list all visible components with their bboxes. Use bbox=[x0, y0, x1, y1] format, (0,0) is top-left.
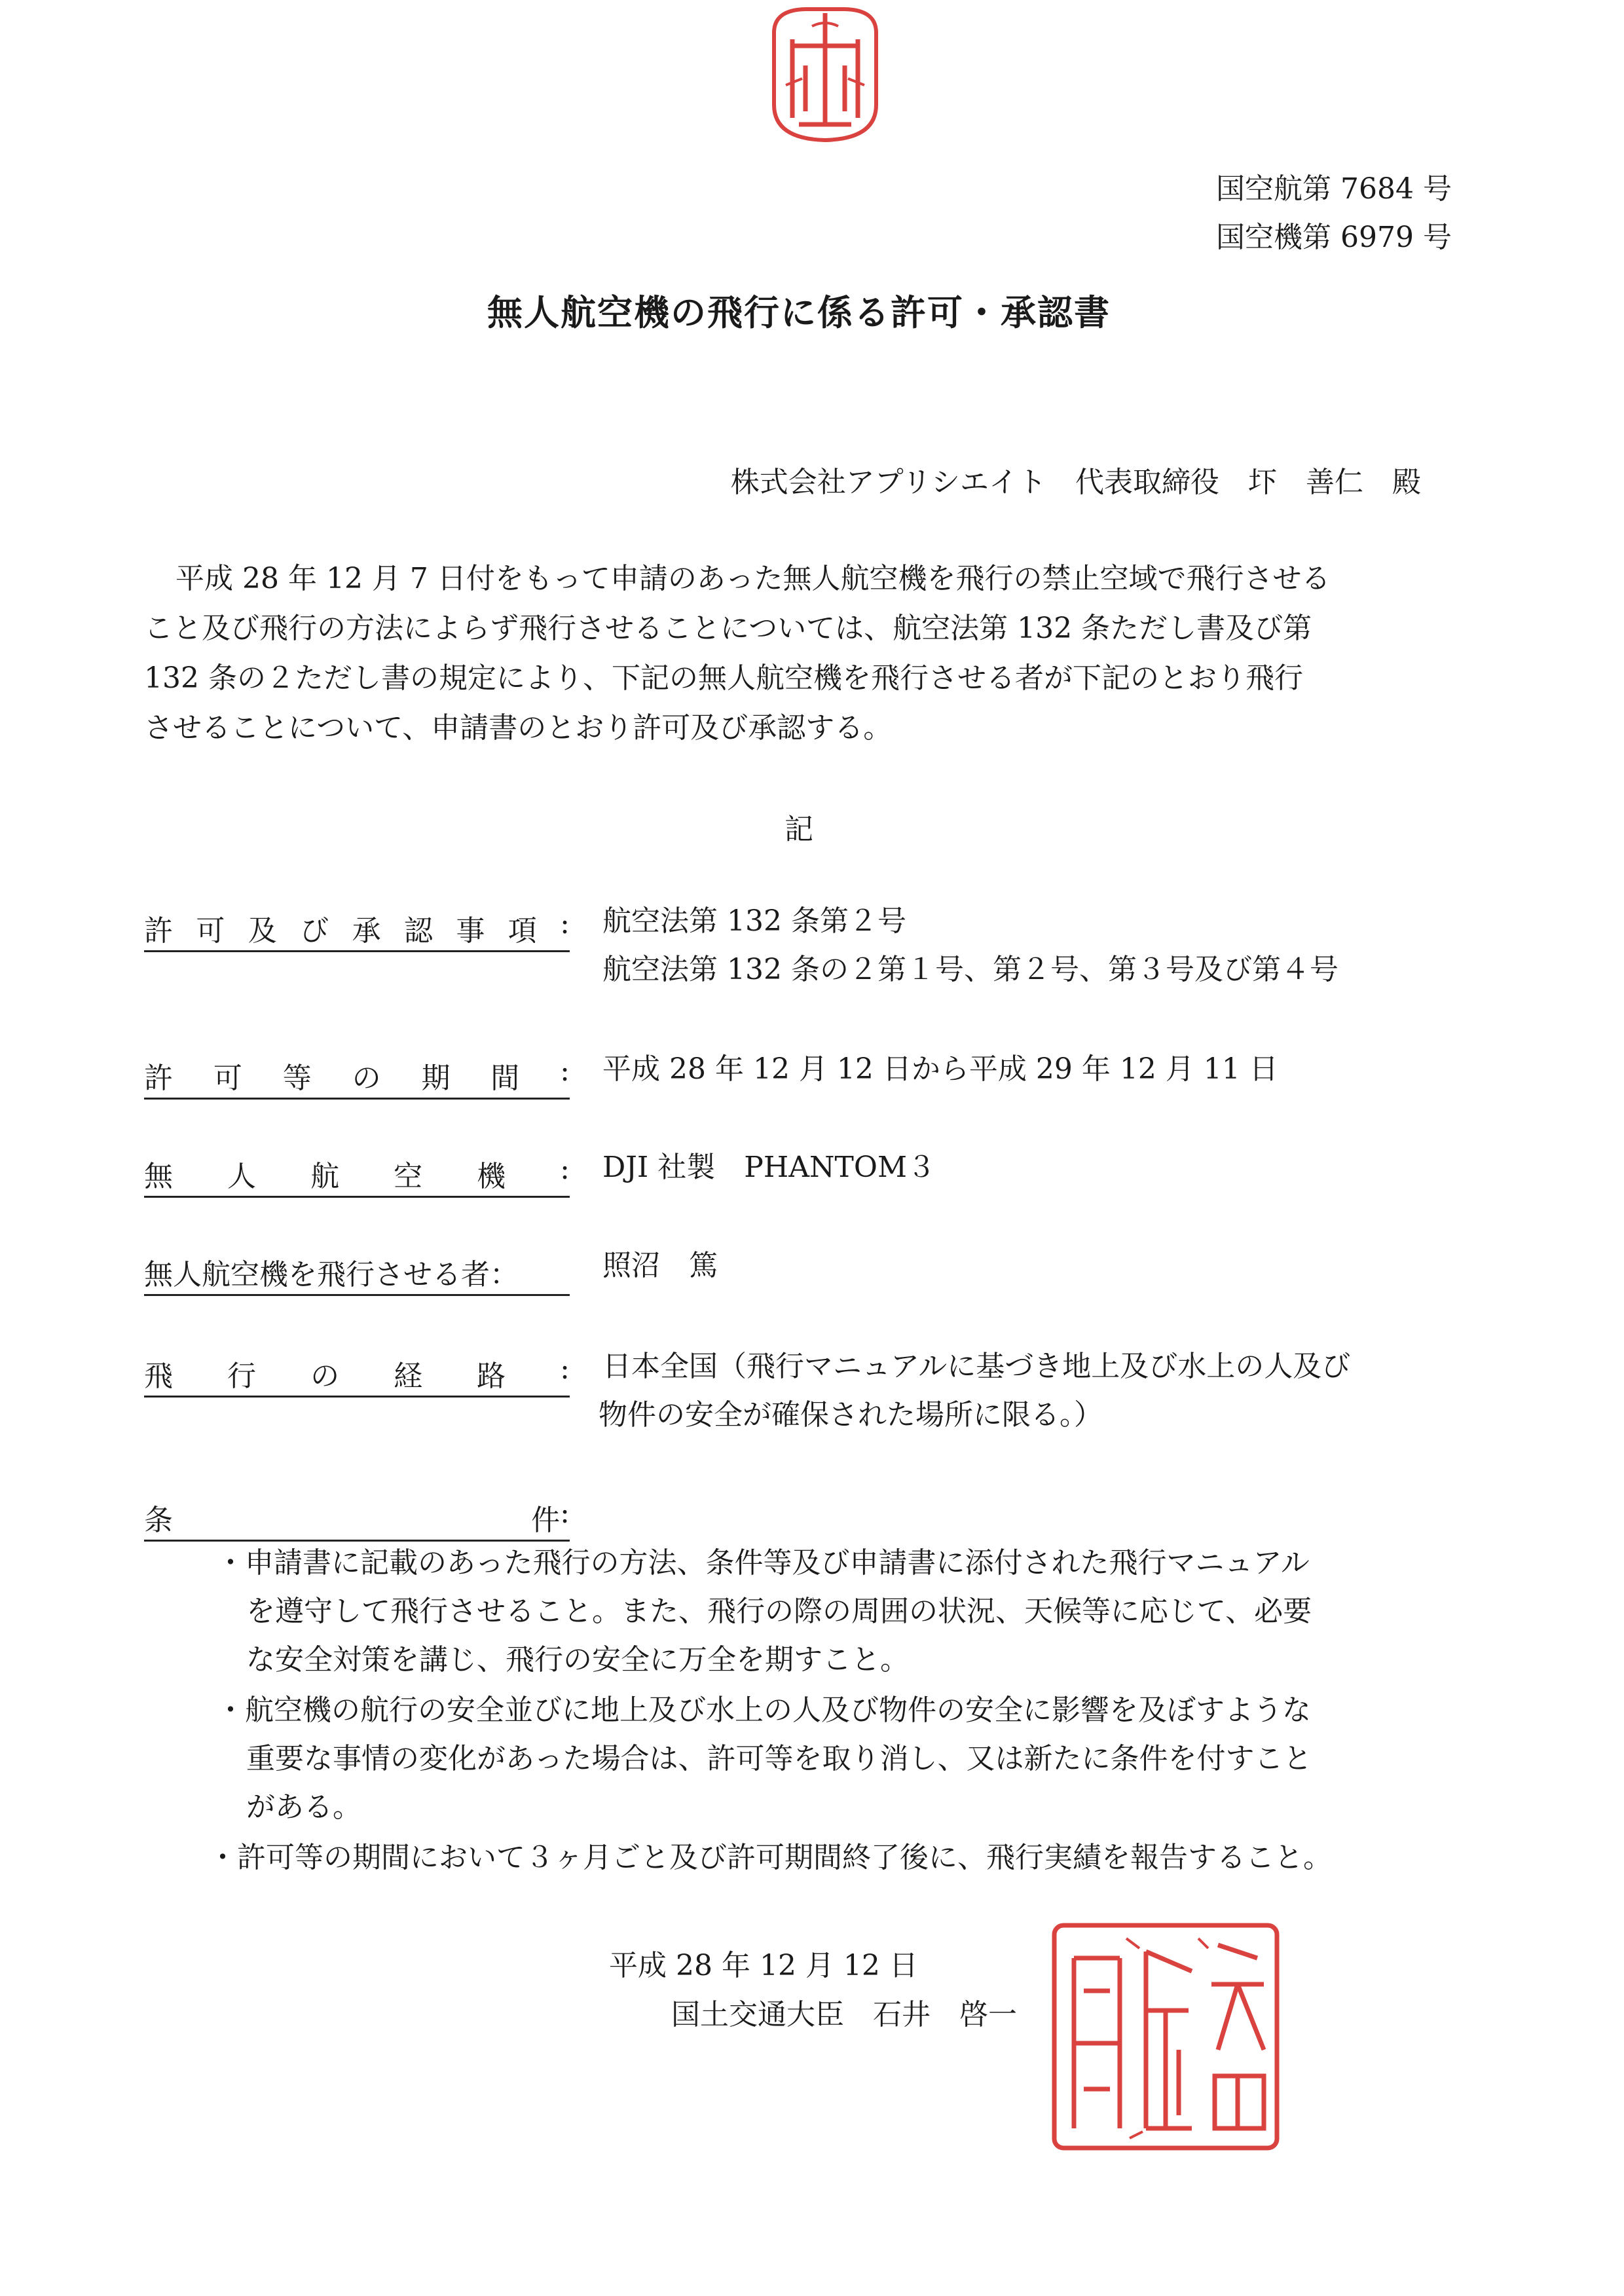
value-flight-route: 日本全国（飛行マニュアルに基づき地上及び水上の人及び 物件の安全が確保された場所に限る。） bbox=[599, 1350, 1351, 1432]
condition-item-1: ・申請書に記載のあった飛行の方法、条件等及び申請書に添付された飛行マニュアル を遵守して飛行させること。また、飛行の際の周囲の状況、天候等に応じて、必要 な安全対策を講じ、飛行の安全に万全を期すこと。 bbox=[216, 1546, 1312, 1676]
body-line: させることについて、申請書のとおり許可及び承認する。 bbox=[144, 711, 893, 745]
top-seal bbox=[766, 7, 884, 144]
condition-item-3: ・許可等の期間において３ヶ月ごと及び許可期間終了後に、飛行実績を報告すること。 bbox=[208, 1841, 1332, 1874]
label-conditions: 条 件 : bbox=[144, 1496, 570, 1542]
condition-item-2: ・航空機の航行の安全並びに地上及び水上の人及び物件の安全に影響を及ぼすような 重要な事情の変化があった場合は、許可等を取り消し、又は新たに条件を付すこと がある。 bbox=[216, 1694, 1312, 1824]
issue-date: 平成 28 年 12 月 12 日 bbox=[609, 1949, 918, 1982]
label-pilot: 無人航空機を飛行させる者： bbox=[144, 1251, 570, 1296]
label-aircraft: 無 人 航 空 機 : bbox=[144, 1153, 570, 1198]
value-permission-period: 平成 28 年 12 月 12 日から平成 29 年 12 月 11 日 bbox=[602, 1052, 1278, 1086]
addressee: 株式会社アプリシエイト 代表取締役 圷 善仁 殿 bbox=[730, 466, 1421, 499]
value-aircraft: DJI 社製 PHANTOM３ bbox=[602, 1151, 936, 1184]
body-line: 132 条の２ただし書の規定により、下記の無人航空機を飛行させる者が下記のとおり飛行 bbox=[144, 661, 1303, 695]
value-pilot: 照沼 篤 bbox=[602, 1249, 718, 1282]
signer: 国土交通大臣 石井 啓一 bbox=[671, 1998, 1017, 2031]
value-permission-items: 航空法第 132 条第２号 航空法第 132 条の２第１号、第２号、第３号及び第４号 bbox=[602, 904, 1338, 986]
body-line: 平成 28 年 12 月 7 日付をもって申請のあった無人航空機を飛行の禁止空域で飛行させる bbox=[175, 562, 1331, 595]
ki-heading: 記 bbox=[784, 813, 813, 846]
document-title: 無人航空機の飛行に係る許可・承認書 bbox=[487, 291, 1111, 333]
reference-number-2: 国空機第 6979 号 bbox=[1216, 221, 1452, 254]
reference-number-1: 国空航第 7684 号 bbox=[1216, 172, 1452, 206]
body-line: こと及び飛行の方法によらず飛行させることについては、航空法第 132 条ただし書及び第 bbox=[144, 612, 1312, 645]
label-permission-period: 許 可 等 の 期 間 : bbox=[144, 1054, 570, 1100]
body-paragraph bbox=[144, 554, 1460, 753]
label-flight-route: 飛 行 の 経 路 : bbox=[144, 1352, 570, 1398]
minister-seal bbox=[1048, 1919, 1283, 2155]
label-permission-items: 許 可 及 び 承 認 事 項 : bbox=[144, 907, 570, 952]
